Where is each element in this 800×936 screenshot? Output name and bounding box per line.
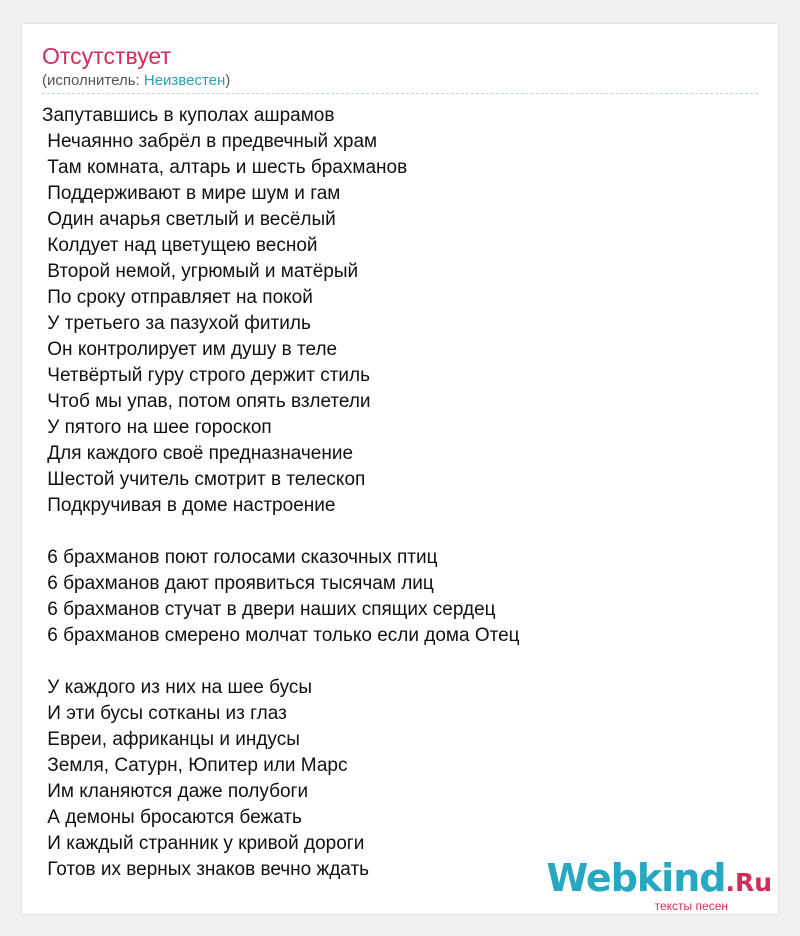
artist-line	[42, 72, 230, 90]
lyric-line: Один ачарья светлый и весёлый	[42, 209, 336, 230]
lyric-line: 6 брахманов поют голосами сказочных птиц	[42, 547, 438, 568]
lyric-line: Колдует над цветущею весной	[42, 235, 318, 256]
lyrics-block	[42, 103, 758, 883]
lyric-line: Подкручивая в доме настроение	[42, 495, 336, 516]
webkind-logo[interactable]	[546, 858, 772, 912]
lyric-line: Шестой учитель смотрит в телескоп	[42, 469, 366, 490]
logo-tagline: тексты песен	[654, 899, 728, 913]
artist-suffix: )	[225, 72, 231, 89]
lyric-line: А демоны бросаются бежать	[42, 807, 302, 828]
lyric-line: Чтоб мы упав, потом опять взлетели	[42, 391, 371, 412]
logo-tld: .Ru	[725, 868, 772, 897]
lyric-line: Для каждого своё предназначение	[42, 443, 354, 464]
lyric-line: Четвёртый гуру строго держит стиль	[42, 365, 371, 386]
lyric-line: У пятого на шее гороскоп	[42, 417, 272, 438]
lyric-line: Земля, Сатурн, Юпитер или Марс	[42, 755, 348, 776]
lyric-line: Запутавшись в куполах ашрамов	[42, 105, 335, 126]
lyric-line: 6 брахманов стучат в двери наших спящих сердец	[42, 599, 496, 620]
lyric-line: 6 брахманов смерено молчат только если дома Отец	[42, 625, 520, 646]
lyric-line: И каждый странник у кривой дороги	[42, 833, 365, 854]
lyric-line: 6 брахманов дают проявиться тысячам лиц	[42, 573, 434, 594]
lyric-line: Готов их верных знаков вечно ждать	[42, 859, 370, 880]
song-title: Отсутствует	[42, 43, 171, 69]
lyric-line: Поддерживают в мире шум и гам	[42, 183, 341, 204]
lyric-line: Второй немой, угрюмый и матёрый	[42, 261, 359, 282]
lyric-line: Он контролирует им душу в теле	[42, 339, 338, 360]
lyric-line	[42, 649, 758, 675]
lyric-line: У третьего за пазухой фитиль	[42, 313, 311, 334]
title-divider	[42, 93, 758, 94]
logo-name: Webkind	[546, 856, 726, 900]
lyric-line: У каждого из них на шее бусы	[42, 677, 313, 698]
lyric-line: Нечаянно забрёл в предвечный храм	[42, 131, 378, 152]
lyric-line: Евреи, африканцы и индусы	[42, 729, 300, 750]
lyric-line	[42, 519, 758, 545]
lyric-line: И эти бусы сотканы из глаз	[42, 703, 287, 724]
artist-link[interactable]: Неизвестен	[143, 72, 226, 89]
lyric-line: Им кланяются даже полубоги	[42, 781, 309, 802]
lyric-line: По сроку отправляет на покой	[42, 287, 313, 308]
artist-prefix: (исполнитель:	[42, 72, 144, 89]
lyric-line: Там комната, алтарь и шесть брахманов	[42, 157, 408, 178]
